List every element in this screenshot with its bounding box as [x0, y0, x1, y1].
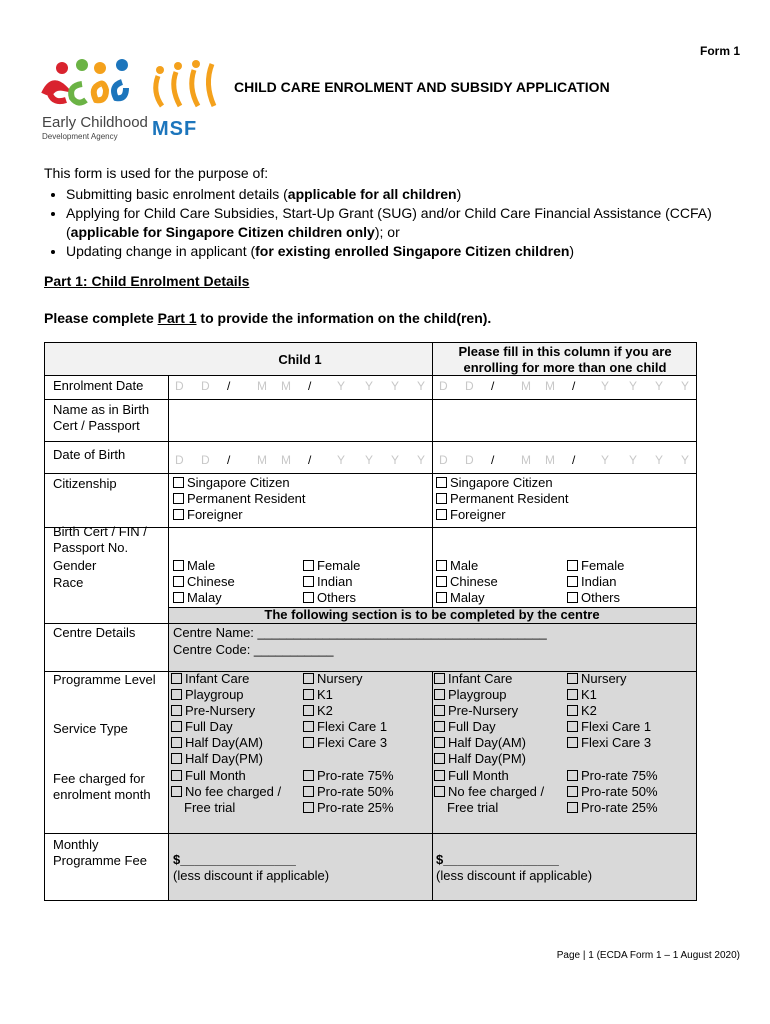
option-pre-nursery[interactable]: [171, 703, 281, 719]
option-full-month[interactable]: [434, 768, 544, 784]
logo-msf: MSF: [152, 118, 198, 140]
child2-header: Please fill in this column if you are enrolling for more than one child: [458, 344, 672, 375]
option-label: Chinese: [450, 574, 498, 589]
monthly-fee-c2: [436, 852, 592, 884]
instruction-part-ref: Part 1: [157, 310, 197, 326]
logo-ecda-name: Early Childhood: [42, 114, 148, 131]
logo-ecda-sub: Development Agency: [42, 132, 118, 141]
checkbox[interactable]: [436, 576, 447, 587]
option-pro-rate-50[interactable]: [567, 784, 658, 800]
list-text: ): [569, 243, 575, 259]
option-label: Half Day(AM): [185, 735, 264, 750]
page-title: CHILD CARE ENROLMENT AND SUBSIDY APPLICATION: [234, 79, 610, 95]
option-half-day-pm[interactable]: [434, 751, 544, 767]
option-label: K1: [317, 687, 333, 702]
option-label: Half Day(PM): [448, 751, 527, 766]
instruction-text: Please complete: [44, 310, 158, 326]
label-enrolment-date: Enrolment Date: [53, 378, 144, 393]
option-female[interactable]: [567, 558, 624, 574]
option-label: Pro-rate 50%: [317, 784, 394, 799]
date-mask-enrolment-c2[interactable]: M: [545, 379, 555, 393]
label-monthly-fee: Monthly Programme Fee: [53, 837, 147, 868]
option-label: Flexi Care 3: [581, 735, 652, 750]
option-label: Others: [581, 590, 621, 605]
option-infant-care[interactable]: [434, 671, 544, 687]
option-full-day[interactable]: [434, 719, 544, 735]
checkbox[interactable]: [436, 560, 447, 571]
date-mask-dob-c2[interactable]: M: [545, 453, 555, 467]
checkbox[interactable]: [303, 737, 314, 748]
label-fee-charged: Fee charged for enrolment month: [53, 771, 151, 802]
option-label: Flexi Care 1: [317, 719, 388, 734]
option-label: Foreigner: [450, 507, 506, 522]
option-others[interactable]: [567, 590, 624, 606]
option-chinese[interactable]: [173, 574, 235, 590]
date-mask-dob-c1[interactable]: Y: [337, 453, 346, 467]
checkbox[interactable]: [303, 560, 314, 571]
child1-header: Child 1: [278, 352, 322, 367]
option-label: K1: [581, 687, 597, 702]
list-text: Applying for Child Care Subsidies, Start-Up Grant (SUG) and/or Child Care Financial Assistance (CCFA) (: [66, 205, 712, 240]
part1-instruction: [44, 310, 491, 326]
option-label: Singapore Citizen: [187, 475, 290, 490]
date-mask-dob-c2[interactable]: Y: [629, 453, 638, 467]
option-infant-care[interactable]: [171, 671, 281, 687]
date-mask-enrolment-c1[interactable]: Y: [337, 379, 346, 393]
date-mask-enrolment-c1[interactable]: D: [175, 379, 184, 393]
option-indian[interactable]: [567, 574, 624, 590]
option-label: Playgroup: [448, 687, 507, 702]
list-emphasis: applicable for all children: [287, 186, 457, 202]
option-label: Pro-rate 75%: [581, 768, 658, 783]
option-nursery[interactable]: [567, 671, 658, 687]
checkbox[interactable]: [173, 509, 184, 520]
date-mask-enrolment-c1[interactable]: M: [281, 379, 291, 393]
monthly-fee-note: (less discount if applicable): [173, 868, 330, 883]
date-mask-dob-c1[interactable]: Y: [417, 453, 426, 467]
intro-section: [44, 164, 744, 261]
option-pr[interactable]: [436, 491, 569, 507]
option-label: K2: [581, 703, 597, 718]
option-no-fee-cont: Free trial: [447, 800, 499, 815]
option-label: Permanent Resident: [450, 491, 569, 506]
option-chinese[interactable]: [436, 574, 498, 590]
label-programme-level: Programme Level: [53, 672, 156, 687]
option-label: Chinese: [187, 574, 235, 589]
date-mask-dob-c2[interactable]: D: [465, 453, 474, 467]
checkbox[interactable]: [567, 592, 578, 603]
checkbox[interactable]: [171, 705, 182, 716]
option-label: Male: [450, 558, 479, 573]
option-label: Nursery: [317, 671, 363, 686]
programme-service-fee-c1-left: [171, 671, 281, 816]
purpose-list: [44, 185, 744, 261]
checkbox[interactable]: [303, 770, 314, 781]
checkbox[interactable]: [173, 493, 184, 504]
date-mask-dob-c2[interactable]: /: [572, 453, 576, 467]
option-label: Female: [581, 558, 625, 573]
gender-race-c1-left: [173, 558, 235, 606]
enrolment-table: [44, 342, 697, 901]
monthly-fee-note: (less discount if applicable): [436, 868, 593, 883]
date-mask-dob-c1[interactable]: /: [227, 453, 231, 467]
option-female[interactable]: [303, 558, 360, 574]
label-centre-details: Centre Details: [53, 625, 136, 640]
date-mask-dob-c2[interactable]: M: [521, 453, 531, 467]
option-label: Indian: [581, 574, 617, 589]
label-birth-cert: Birth Cert / FIN / Passport No.: [53, 524, 147, 555]
checkbox[interactable]: [303, 576, 314, 587]
centre-banner: The following section is to be completed by the centre: [264, 607, 600, 622]
option-sc[interactable]: [436, 475, 569, 491]
checkbox[interactable]: [567, 721, 578, 732]
citizenship-options-c1: [173, 475, 306, 523]
option-label: Full Day: [185, 719, 233, 734]
list-emphasis: applicable for Singapore Citizen children only: [70, 224, 375, 240]
label-gender: Gender: [53, 558, 97, 573]
option-playgroup[interactable]: [171, 687, 281, 703]
option-label: Flexi Care 3: [317, 735, 388, 750]
checkbox[interactable]: [173, 576, 184, 587]
option-label: Pro-rate 50%: [581, 784, 658, 799]
checkbox[interactable]: [436, 493, 447, 504]
checkbox[interactable]: [171, 721, 182, 732]
checkbox[interactable]: [303, 673, 314, 684]
option-no-fee-cont: Free trial: [184, 800, 236, 815]
option-label: Female: [317, 558, 361, 573]
checkbox[interactable]: [567, 560, 578, 571]
list-text: Submitting basic enrolment details (: [66, 186, 288, 202]
checkbox[interactable]: [434, 753, 445, 764]
checkbox[interactable]: [434, 770, 445, 781]
label-race: Race: [53, 575, 84, 590]
date-mask-enrolment-c2[interactable]: Y: [601, 379, 610, 393]
option-pro-rate-50[interactable]: [303, 784, 394, 800]
option-label: Pre-Nursery: [448, 703, 519, 718]
option-foreigner[interactable]: [173, 507, 306, 523]
checkbox[interactable]: [303, 705, 314, 716]
date-mask-enrolment-c1[interactable]: /: [308, 379, 312, 393]
option-full-month[interactable]: [171, 768, 281, 784]
date-mask-dob-c2[interactable]: Y: [601, 453, 610, 467]
list-emphasis: for existing enrolled Singapore Citizen children: [255, 243, 570, 259]
label-dob: Date of Birth: [53, 447, 126, 462]
option-no-fee[interactable]: [434, 784, 544, 800]
checkbox[interactable]: [303, 721, 314, 732]
option-half-day-am[interactable]: [171, 735, 281, 751]
list-text: ): [456, 186, 462, 202]
list-item: [66, 242, 744, 261]
option-flexi-care-3[interactable]: [567, 735, 658, 751]
date-mask-enrolment-c2[interactable]: Y: [655, 379, 664, 393]
option-pro-rate-25[interactable]: [303, 800, 394, 816]
checkbox[interactable]: [171, 786, 182, 797]
checkbox[interactable]: [303, 592, 314, 603]
date-mask-enrolment-c1[interactable]: Y: [391, 379, 400, 393]
checkbox[interactable]: [173, 477, 184, 488]
checkbox[interactable]: [303, 689, 314, 700]
date-mask-dob-c2[interactable]: /: [491, 453, 495, 467]
checkbox[interactable]: [434, 721, 445, 732]
option-label: Malay: [187, 590, 222, 605]
date-mask-enrolment-c2[interactable]: Y: [629, 379, 638, 393]
date-mask-enrolment-c2[interactable]: D: [439, 379, 448, 393]
gender-race-c2-left: [436, 558, 498, 606]
option-label: Full Month: [448, 768, 509, 783]
monthly-fee-input[interactable]: $________________: [436, 852, 559, 867]
checkbox[interactable]: [434, 786, 445, 797]
list-text: Updating change in applicant (: [66, 243, 256, 259]
date-mask-enrolment-c1[interactable]: /: [227, 379, 231, 393]
option-label: Pro-rate 75%: [317, 768, 394, 783]
option-male[interactable]: [173, 558, 235, 574]
date-mask-dob-c1[interactable]: Y: [365, 453, 374, 467]
centre-name-field[interactable]: Centre Name: ________________________________________: [173, 625, 547, 640]
option-malay[interactable]: [436, 590, 498, 606]
option-others[interactable]: [303, 590, 360, 606]
option-label: Infant Care: [185, 671, 250, 686]
gender-race-c1-right: [303, 558, 360, 606]
date-mask-dob-c2[interactable]: Y: [655, 453, 664, 467]
checkbox[interactable]: [173, 560, 184, 571]
option-malay[interactable]: [173, 590, 235, 606]
option-half-day-pm[interactable]: [171, 751, 281, 767]
option-label: Pro-rate 25%: [317, 800, 394, 815]
date-mask-enrolment-c1[interactable]: Y: [417, 379, 426, 393]
date-mask-enrolment-c1[interactable]: D: [201, 379, 210, 393]
date-mask-dob-c2[interactable]: D: [439, 453, 448, 467]
date-mask-dob-c1[interactable]: M: [281, 453, 291, 467]
option-label: K2: [317, 703, 333, 718]
label-name: Name as in Birth Cert / Passport: [53, 402, 150, 433]
checkbox[interactable]: [303, 786, 314, 797]
date-mask-dob-c1[interactable]: D: [175, 453, 184, 467]
option-label: Others: [317, 590, 357, 605]
option-label: Playgroup: [185, 687, 244, 702]
option-label: Singapore Citizen: [450, 475, 553, 490]
option-label: Infant Care: [448, 671, 513, 686]
option-label: Permanent Resident: [187, 491, 306, 506]
checkbox[interactable]: [436, 592, 447, 603]
date-mask-dob-c1[interactable]: D: [201, 453, 210, 467]
date-mask-enrolment-c1[interactable]: M: [257, 379, 267, 393]
option-k2[interactable]: [567, 703, 658, 719]
option-label: Nursery: [581, 671, 627, 686]
citizenship-options-c2: [436, 475, 569, 523]
date-mask-enrolment-c1[interactable]: Y: [365, 379, 374, 393]
checkbox[interactable]: [567, 786, 578, 797]
option-label: Half Day(PM): [185, 751, 264, 766]
option-label: No fee charged /: [448, 784, 545, 799]
option-flexi-care-1[interactable]: [567, 719, 658, 735]
programme-service-fee-c1-right: [303, 671, 394, 816]
checkbox[interactable]: [567, 673, 578, 684]
checkbox[interactable]: [171, 770, 182, 781]
list-item: [66, 204, 744, 242]
option-pro-rate-75[interactable]: [567, 768, 658, 784]
checkbox[interactable]: [567, 689, 578, 700]
option-label: Male: [187, 558, 216, 573]
ecda-msf-logo: [38, 56, 238, 148]
monthly-fee-input[interactable]: $________________: [173, 852, 296, 867]
page-footer: Page | 1 (ECDA Form 1 – 1 August 2020): [556, 950, 740, 961]
option-male[interactable]: [436, 558, 498, 574]
option-no-fee[interactable]: [171, 784, 281, 800]
checkbox[interactable]: [436, 509, 447, 520]
option-flexi-care-1[interactable]: [303, 719, 394, 735]
option-k1[interactable]: [567, 687, 658, 703]
programme-service-fee-c2-right: [567, 671, 658, 816]
list-text: ); or: [374, 224, 400, 240]
form-number: Form 1: [699, 44, 740, 58]
date-mask-enrolment-c2[interactable]: D: [465, 379, 474, 393]
option-pre-nursery[interactable]: [434, 703, 544, 719]
checkbox[interactable]: [171, 673, 182, 684]
date-mask-enrolment-c2[interactable]: Y: [681, 379, 690, 393]
checkbox[interactable]: [567, 737, 578, 748]
option-full-day[interactable]: [171, 719, 281, 735]
programme-service-fee-c2-left: [434, 671, 544, 816]
option-label: Indian: [317, 574, 353, 589]
date-mask-dob-c1[interactable]: /: [308, 453, 312, 467]
option-sc[interactable]: [173, 475, 306, 491]
option-label: No fee charged /: [185, 784, 282, 799]
label-service-type: Service Type: [53, 721, 128, 736]
checkbox[interactable]: [434, 705, 445, 716]
option-playgroup[interactable]: [434, 687, 544, 703]
checkbox[interactable]: [171, 753, 182, 764]
monthly-fee-c1: [173, 852, 329, 884]
option-pr[interactable]: [173, 491, 306, 507]
option-k2[interactable]: [303, 703, 394, 719]
option-label: Pro-rate 25%: [581, 800, 658, 815]
date-mask-dob-c2[interactable]: Y: [681, 453, 690, 467]
checkbox[interactable]: [171, 737, 182, 748]
checkbox[interactable]: [567, 576, 578, 587]
option-indian[interactable]: [303, 574, 360, 590]
option-label: Pre-Nursery: [185, 703, 256, 718]
date-mask-enrolment-c2[interactable]: M: [521, 379, 531, 393]
date-mask-dob-c1[interactable]: M: [257, 453, 267, 467]
checkbox[interactable]: [434, 737, 445, 748]
centre-code-field[interactable]: Centre Code: ___________: [173, 642, 334, 657]
option-label: Malay: [450, 590, 485, 605]
option-label: Full Month: [185, 768, 246, 783]
instruction-text: to provide the information on the child(ren).: [196, 310, 492, 326]
checkbox[interactable]: [434, 689, 445, 700]
gender-race-c2-right: [567, 558, 624, 606]
date-mask-enrolment-c2[interactable]: /: [491, 379, 495, 393]
option-pro-rate-25[interactable]: [567, 800, 658, 816]
checkbox[interactable]: [303, 802, 314, 813]
checkbox[interactable]: [567, 802, 578, 813]
option-k1[interactable]: [303, 687, 394, 703]
checkbox[interactable]: [173, 592, 184, 603]
checkbox[interactable]: [567, 705, 578, 716]
option-label: Half Day(AM): [448, 735, 527, 750]
intro-lead: This form is used for the purpose of:: [44, 165, 269, 181]
option-label: Full Day: [448, 719, 496, 734]
checkbox[interactable]: [434, 673, 445, 684]
option-pro-rate-75[interactable]: [303, 768, 394, 784]
part1-heading: Part 1: Child Enrolment Details: [44, 273, 250, 289]
option-flexi-care-3[interactable]: [303, 735, 394, 751]
option-label: Flexi Care 1: [581, 719, 652, 734]
date-mask-dob-c1[interactable]: Y: [391, 453, 400, 467]
label-citizenship: Citizenship: [53, 476, 117, 491]
checkbox[interactable]: [567, 770, 578, 781]
checkbox[interactable]: [171, 689, 182, 700]
list-item: [66, 185, 744, 204]
date-mask-enrolment-c2[interactable]: /: [572, 379, 576, 393]
option-foreigner[interactable]: [436, 507, 569, 523]
option-label: Foreigner: [187, 507, 243, 522]
checkbox[interactable]: [436, 477, 447, 488]
option-half-day-am[interactable]: [434, 735, 544, 751]
option-nursery[interactable]: [303, 671, 394, 687]
